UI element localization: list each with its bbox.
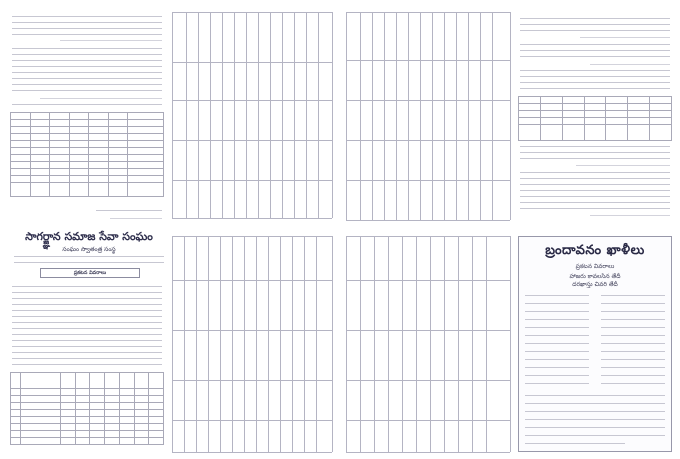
vacancy-notice-subtitle: ప్రకటన వివరాలు <box>575 263 615 270</box>
right-top-table <box>518 96 672 141</box>
left-section-heading-box <box>40 268 140 278</box>
vacancy-notice <box>518 236 672 452</box>
right-page <box>340 0 680 459</box>
vacancy-notice-title: బ్రందావనం ఖాళీలు <box>545 243 645 258</box>
left-top-table <box>10 112 164 197</box>
left-page-title: సాగర్జ్ఞాన సమాజ సేవా సంఘం <box>25 230 153 243</box>
left-bottom-table <box>10 372 164 445</box>
left-section-heading: ప్రకటన వివరాలు <box>73 270 107 276</box>
left-page-subtitle: సంఘం స్వాతంత్ర సంస్థ <box>62 246 116 253</box>
vacancy-notice-line-2: దరఖాస్తు చివరి తేదీ <box>572 281 618 288</box>
vacancy-notice-line-1: హాజరు కావలసిన తేదీ <box>569 273 621 280</box>
